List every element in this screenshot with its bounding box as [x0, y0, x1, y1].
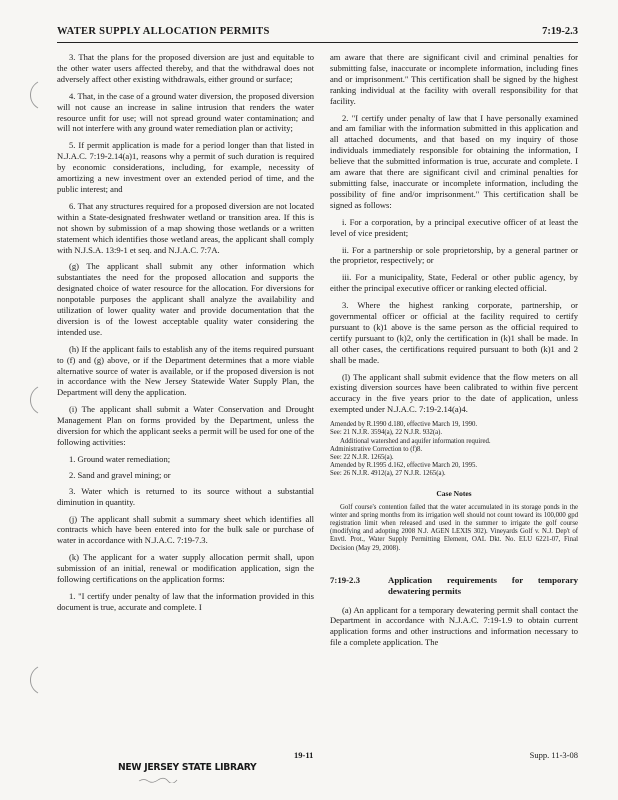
binding-mark-icon — [24, 80, 40, 110]
paragraph: 3. Where the highest ranking corporate, partnership, or governmental officer or official at the facility required to certify pursuant to (k)1 above is the same person as the official required to certify pursuant to (k)2, only the certification in (k)1 shall be made. In all other cases, the certifications required pursuant to both (k)1 and 2 shall be made. — [330, 300, 578, 365]
paragraph: (l) The applicant shall submit evidence that the flow meters on all existing diversion sources have been calibrated to within five percent accuracy in the five years prior to the date of application, unless exempted under N.J.A.C. 7:19-2.14(a)4. — [330, 371, 578, 415]
stamp-scribble-icon — [138, 777, 178, 783]
paragraph: (i) The applicant shall submit a Water Conservation and Drought Management Plan on forms provided by the Department, unless the diversion for which the applicant seeks a permit will be used for one of the following activities: — [57, 404, 314, 447]
paragraph: (a) An applicant for a temporary dewatering permit shall contact the Department in accordance with N.J.A.C. 7:19-1.9 to obtain current application forms and other instructions and information necessary to file a complete application. The — [330, 604, 578, 648]
section-heading — [330, 575, 578, 597]
library-stamp: NEW JERSEY STATE LIBRARY — [118, 762, 257, 773]
list-item: i. For a corporation, by a principal executive officer of at least the level of vice president; — [330, 216, 578, 238]
paragraph: 3. That the plans for the proposed diversion are just and equitable to the other water users affected thereby, and that the withdrawal does not adversely affect other existing withdrawals, either ground or surface; — [57, 52, 314, 84]
binding-mark-icon — [24, 385, 40, 415]
page-number: 19-11 — [294, 750, 314, 760]
amendment-line: See: 22 N.J.R. 1265(a). — [330, 454, 394, 461]
list-item: iii. For a municipality, State, Federal or other public agency, by either the principal executive officer or ranking elected official. — [330, 272, 578, 294]
list-item: 2. Sand and gravel mining; or — [69, 469, 171, 480]
amendment-line: See: 26 N.J.R. 4912(a), 27 N.J.R. 1265(a). — [330, 470, 446, 478]
paragraph: 5. If permit application is made for a period longer than that listed in N.J.A.C. 7:19-2.14(a)1, reasons why a permit of such duration is required by economic considerations, including, for example, necessity of amortizing a new investment over an extended period of time, and the public interest; and — [57, 140, 314, 194]
amendment-line: Administrative Correction to (f)8. — [330, 445, 423, 453]
binding-mark-icon — [24, 665, 40, 695]
amendment-line: Additional watershed and aquifer information required. — [340, 437, 491, 445]
amendment-line: Amended by R.1990 d.180, effective March 19, 1990. — [330, 421, 478, 429]
case-notes-title: Case Notes — [436, 488, 472, 498]
case-note: Golf course's contention failed that the water accumulated in its storage ponds in the winter and spring months from its irrigation well should not count toward its 100,000 gpd registration limit when released and used in the summer to irrigate the golf course (modifying and adopting 2008 N.J. AGEN LEXIS 302). Vineyards Golf v. N.J. Dep't of Envtl. Prot., Water Supply Permitting Element, OAL Dkt. No. ELU 6221-07, Final Decision (May 29, 2008). — [330, 503, 578, 552]
left-column — [57, 52, 314, 619]
paragraph: 1. "I certify under penalty of law that the information provided in this document is true, accurate and complete. I — [57, 590, 314, 612]
list-item: ii. For a partnership or sole proprietorship, by a general partner or the proprietor, respectively; or — [330, 244, 578, 266]
paragraph: 6. That any structures required for a proposed diversion are not located within a State-designated freshwater wetland or transition area. If this is not shown by submission of a map showing those wetlands or a written statement which identifies those wetland areas, the applicant shall comply with N.J.S.A. 13:9-1 et seq. and N.J.A.C. 7:7A. — [57, 200, 314, 255]
header-title: WATER SUPPLY ALLOCATION PERMITS — [57, 26, 270, 37]
supplement-date: Supp. 11-3-08 — [529, 750, 578, 760]
running-header — [57, 26, 578, 43]
section-title: Application requirements for temporary dewatering permits — [388, 574, 578, 596]
header-section: 7:19-2.3 — [542, 26, 578, 37]
paragraph: am aware that there are significant civil and criminal penalties for submitting false, inaccurate or incomplete information, including fines and or imprisonment." This certification shall be signed by the highest ranking individual at the facility with overall responsibility for that facility. — [330, 52, 578, 106]
amendment-history — [330, 421, 578, 478]
paragraph: (g) The applicant shall submit any other information which substantiates the need for the proposed allocation and supports the designated choice of water resource for the allocation. For diversions for nonpotable purposes the applicant shall analyze the availability and utilization of lower quality water and provide documentation that the diversion is of the lowest acceptable quality water considering the intended use. — [57, 261, 314, 337]
paragraph: 2. "I certify under penalty of law that I have personally examined and am familiar with the information submitted in this application and all attached documents, and that based on my inquiry of those individuals immediately responsible for obtaining the information, I believe that the submitted information is true, accurate and complete. I am aware that there are significant civil and criminal penalties for submitting false, inaccurate or incomplete information, including the possibility of fine and/or imprisonment." This certification shall be signed as follows: — [330, 112, 578, 210]
paragraph: 4. That, in the case of a ground water diversion, the proposed diversion will not cause an increase in saline intrusion that renders the water resource unfit for use; will not spread ground water contamination; and will not interfere with any ground water remediation plan or activity; — [57, 90, 314, 134]
paragraph: (j) The applicant shall submit a summary sheet which identifies all contracts which have been entered into for the bulk sale or purchase of water in accordance with N.J.A.C. 7:19-7.3. — [57, 513, 314, 546]
paragraph: (h) If the applicant fails to establish any of the items required pursuant to (f) and (g) above, or if the Department determines that a more viable alternative source of water is available, or if the proposed diversion is not in accordance with the New Jersey Statewide Water Supply Plan, the Department will deny the application. — [57, 343, 314, 398]
list-item: 3. Water which is returned to its source without a substantial diminution in quantity. — [57, 485, 314, 507]
list-item: 1. Ground water remediation; — [69, 453, 171, 464]
amendment-line: See: 21 N.J.R. 3594(a), 22 N.J.R. 932(a). — [330, 429, 443, 437]
right-column — [330, 52, 578, 654]
section-number: 7:19-2.3 — [330, 574, 361, 585]
amendment-line: Amended by R.1995 d.162, effective March 20, 1995. — [330, 462, 478, 470]
paragraph: (k) The applicant for a water supply allocation permit shall, upon submission of an initial, renewal or modification application, sign the following certifications on the application forms: — [57, 552, 314, 585]
